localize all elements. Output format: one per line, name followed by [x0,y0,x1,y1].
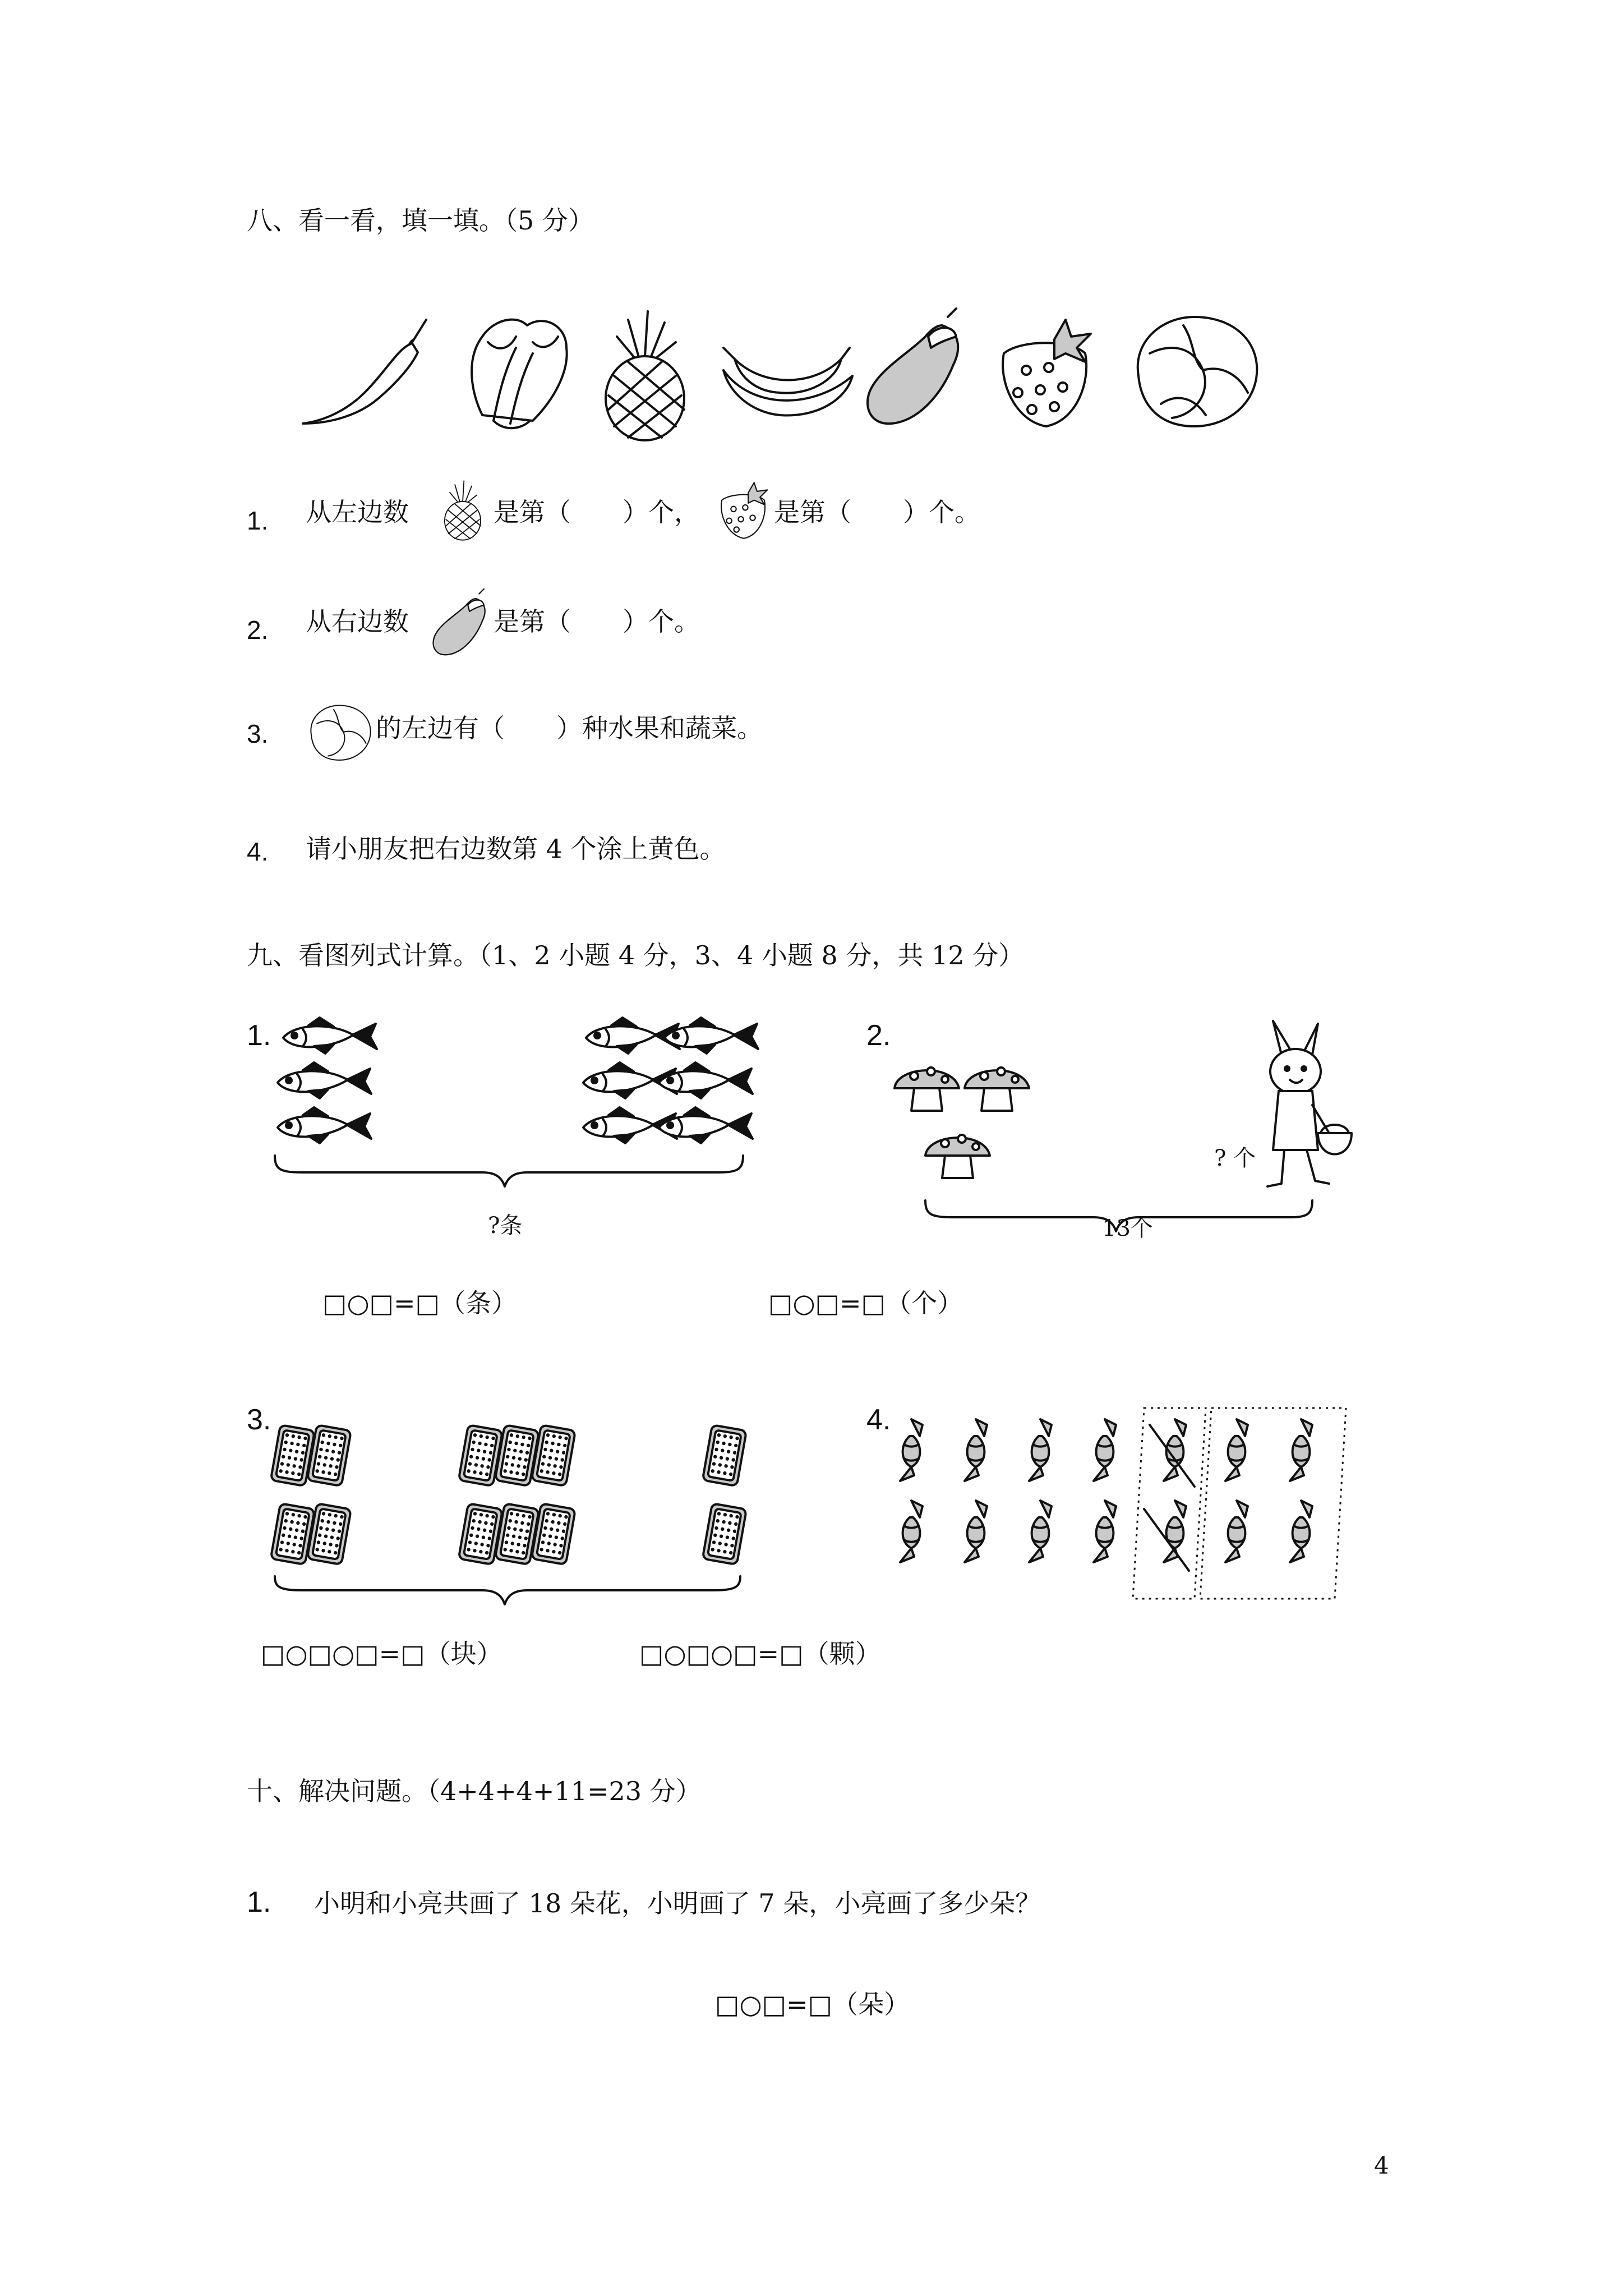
cabbage-icon [306,701,376,765]
p9-2-question: ? 个 [1214,1145,1256,1171]
p9-3-number: 3. [247,1404,271,1436]
candy-icon [1290,1419,1312,1481]
q8-4-number: 4. [247,837,269,866]
section9-title: 九、看图列式计算。（1、2 小题 4 分，3、4 小题 8 分，共 12 分） [247,940,1025,970]
strawberry-icon [715,480,771,544]
p9-1-equation: □○□=□（条） [322,1288,518,1318]
q8-1-blank-a: 是第（ ）个， [494,497,700,527]
candy-icon [1225,1419,1248,1481]
p9-3-equation: □○□○□=□（块） [261,1639,502,1669]
mushroom-group [886,1021,1346,1234]
strawberry-icon [1003,320,1091,426]
p9-1-brace-label: ?条 [488,1213,523,1239]
q8-2-lead: 从右边数 [306,606,409,637]
candy-icon [900,1501,923,1562]
q10-1-number: 1. [247,1886,271,1918]
p9-1-number: 1. [247,1019,271,1052]
q8-3-number: 3. [247,719,269,748]
biscuit-icon [703,1503,746,1565]
section10-title: 十、解决问题。（4+4+4+11=23 分） [247,1776,702,1806]
p9-4-number: 4. [866,1404,891,1436]
candy-icon [1029,1419,1052,1481]
fish-icon [659,1062,753,1098]
page-number: 4 [1374,2152,1389,2179]
p9-2-equation: □○□=□（个） [768,1288,963,1318]
candy-icon [1290,1501,1312,1562]
q8-1-lead: 从左边数 [306,497,409,527]
biscuit-group [269,1408,785,1616]
eggplant-icon [868,309,958,424]
candy-icon [965,1419,987,1481]
rabbit-icon [1267,1021,1352,1186]
produce-row [297,309,1307,443]
p9-2-brace-label: 13个 [1102,1216,1153,1241]
section8-title: 八、看一看，填一填。（5 分） [247,205,594,236]
candy-icon [900,1419,923,1481]
chili-pepper-icon [303,320,426,424]
pineapple-icon [606,311,684,440]
candy-icon [1029,1501,1052,1562]
fish-group [269,1015,774,1228]
q10-1-text: 小明和小亮共画了 18 朵花，小明画了 7 朵，小亮画了多少朵？ [314,1888,1041,1918]
fish-icon [659,1107,753,1143]
mushroom-icon [965,1068,1029,1111]
candy-icon [1225,1501,1248,1562]
q10-1-equation: □○□=□（朵） [715,1989,910,2019]
pineapple-icon [432,480,494,544]
mushroom-icon [895,1068,959,1111]
p9-4-equation: □○□○□=□（颗） [639,1639,881,1669]
fish-icon [278,1062,371,1098]
bok-choy-icon [472,320,567,429]
q8-2-blank: 是第（ ）个。 [494,606,700,637]
q8-3-text: 的左边有（ ）种水果和蔬菜。 [376,713,763,743]
candy-icon [965,1501,987,1562]
eggplant-icon [429,589,491,659]
biscuit-icon [703,1425,746,1486]
p9-2-number: 2. [866,1019,891,1052]
q8-2-number: 2. [247,615,269,645]
candy-group [880,1402,1363,1604]
candy-icon [1094,1419,1116,1481]
q8-1-blank-b: 是第（ ）个。 [774,497,980,527]
mushroom-icon [925,1135,990,1178]
candy-icon [1094,1501,1116,1562]
q8-1-number: 1. [247,506,269,535]
q8-4-text: 请小朋友把右边数第 4 个涂上黄色。 [306,834,726,864]
fish-icon [283,1018,377,1053]
bananas-icon [723,348,852,415]
fish-icon [278,1107,371,1143]
cabbage-icon [1138,317,1257,426]
